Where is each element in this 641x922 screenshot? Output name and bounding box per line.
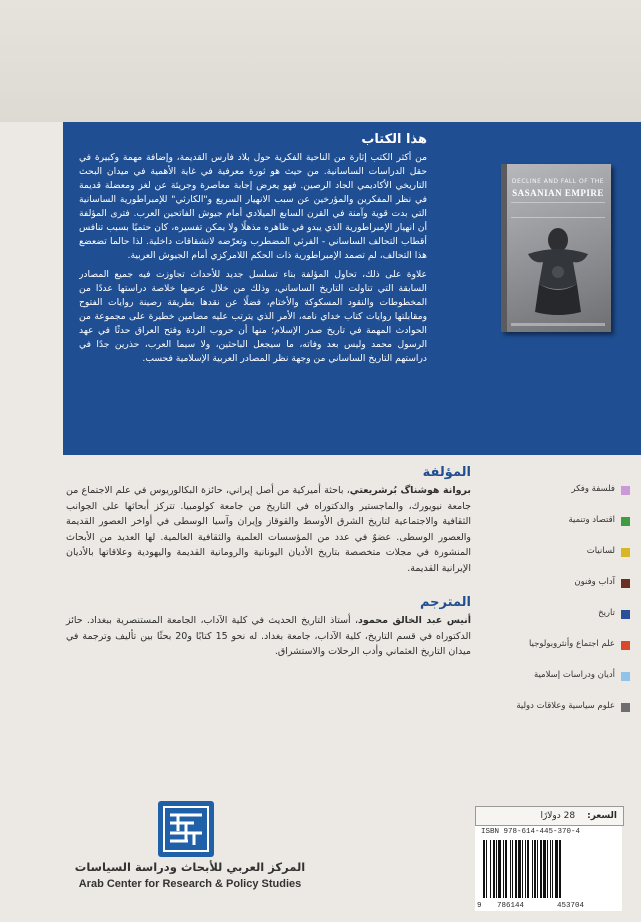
barcode-bar — [532, 840, 533, 898]
category-swatch — [621, 548, 630, 557]
translator-text: ، أستاذ التاريخ الحديث في كلية الآداب، الجامعة المستنصرية ببغداد. حائز الدكتوراه في قسم التاريخ، كلية الآداب، جامعة بغداد. له نحو 15 كتابًا و20 بحثًا بين تأليف وترجمة في ميدان التاريخ العثماني وأدب الرحلات والاستشراق. — [66, 615, 471, 657]
barcode-bar — [534, 840, 536, 898]
barcode-bar — [547, 840, 548, 898]
barcode-bar — [550, 840, 551, 898]
barcode-digits-right: 453704 — [557, 902, 585, 910]
barcode-bar — [537, 840, 538, 898]
category-label: فلسفة وفكر — [571, 484, 615, 494]
price-value: 28 دولارًا — [540, 811, 576, 821]
category-swatch — [621, 703, 630, 712]
category-swatch — [621, 672, 630, 681]
barcode-bar — [493, 840, 495, 898]
barcode-digit-prefix: 9 — [477, 902, 482, 910]
barcode-bar — [486, 840, 487, 898]
translator-title: المترجم — [419, 595, 471, 610]
category-item — [500, 577, 630, 605]
category-item — [500, 701, 630, 729]
book-cover-title-line1: DECLINE AND FALL OF THE — [511, 178, 605, 185]
category-swatch — [621, 517, 630, 526]
barcode-digits-left: 786144 — [497, 902, 525, 910]
author-title: المؤلفة — [422, 465, 471, 480]
book-cover-image — [501, 164, 611, 332]
barcode-bar — [525, 840, 526, 898]
barcode-bar — [515, 840, 517, 898]
category-item — [500, 608, 630, 636]
barcode-bar — [512, 840, 513, 898]
barcode-bar — [540, 840, 542, 898]
book-cover-title-line2: SASANIAN EMPIRE — [512, 188, 604, 198]
barcode-bar — [527, 840, 529, 898]
category-label: علوم سياسية وعلاقات دولية — [516, 701, 615, 711]
barcode-bar — [498, 840, 501, 898]
book-cover-statue-icon — [523, 224, 593, 316]
barcode-bars-icon — [481, 840, 616, 898]
translator-bio — [66, 613, 471, 660]
top-band — [0, 0, 641, 122]
about-text — [79, 132, 427, 442]
author-bio — [66, 483, 471, 576]
about-paragraph-2: علاوة على ذلك، تحاول المؤلفة بناء تسلسل جديد للأحداث تجاوزت فيه جميع المصادر السابقة التي تناولت التاريخ الساساني، وذلك من خلال عرضها خلاصة دراستها عددًا من المخطوطات والنقود المسكوكة والأختام، فضلًا عن نقدها بطريقة رصينة روايات الفتوح ومقابلتها روايات كتاب خداي نامه، الأمر الذي يترتب عليه مضامين خطيرة على مجموعة من الحوادث المهمة في تاريخ صدر الإسلام؛ منها أن حروب الردة وفتح العراق حدثًا في عهد الرسول محمد وليس بعد وفاته، ما سيجعل الباحثين، ولا سيما العرب، حذرين جدًا في دراستهم التاريخ الساساني من وجهة نظر المصادر العربية الإسلامية فحسب. — [79, 269, 427, 364]
author-section — [66, 465, 471, 583]
category-label: لسانيات — [586, 546, 615, 556]
price-box — [475, 806, 624, 826]
category-label: أديان ودراسات إسلامية — [533, 670, 615, 680]
category-label: اقتصاد وتنمية — [568, 515, 615, 525]
category-item — [500, 639, 630, 667]
category-swatch — [621, 641, 630, 650]
price-label: السعر: — [587, 811, 617, 821]
category-label: علم اجتماع وأنثروبولوجيا — [528, 639, 615, 649]
category-item — [500, 670, 630, 698]
translator-section — [66, 595, 471, 685]
publisher-logo-icon — [158, 801, 214, 857]
barcode-bar — [555, 840, 558, 898]
barcode-bar — [559, 840, 561, 898]
barcode-bar — [543, 840, 546, 898]
about-title: هذا الكتاب — [361, 132, 427, 147]
barcode-bar — [505, 840, 507, 898]
category-item — [500, 515, 630, 543]
category-item — [500, 546, 630, 574]
barcode-bar — [552, 840, 553, 898]
barcode-bar — [496, 840, 497, 898]
author-name: بروانة هوشناگ بُرشريعتي — [349, 485, 471, 496]
category-swatch — [621, 579, 630, 588]
publisher-name-arabic: المركز العربي للأبحاث ودراسة السياسات — [74, 860, 306, 874]
translator-name: أنيس عبد الخالق محمود — [358, 615, 471, 626]
isbn-text: ISBN 978-614-445-370-4 — [481, 828, 581, 836]
barcode-bar — [522, 840, 523, 898]
publisher-logo — [158, 801, 214, 857]
category-swatch — [621, 610, 630, 619]
barcode-bar — [483, 840, 485, 898]
barcode — [475, 826, 622, 911]
category-swatch — [621, 486, 630, 495]
category-label: آداب وفنون — [574, 577, 615, 587]
barcode-bar — [510, 840, 511, 898]
publisher-name-english: Arab Center for Research & Policy Studies — [78, 878, 302, 890]
barcode-bar — [503, 840, 504, 898]
barcode-bar — [490, 840, 491, 898]
category-label: تاريخ — [598, 608, 615, 618]
about-panel — [63, 122, 641, 455]
about-paragraph-1: من أكثر الكتب إثارة من الناحية الفكرية حول بلاد فارس القديمة، وإضافة مهمة وكبيرة في حقل الدراسات الساسانية. من حيث هو ثورة معرفية في غاية الأهمية في ميدان البحث التاريخي الأكاديمي الجاد الرصين. فهو يعرض إجابة معاصرة وجريئة عن لغز ومعضلة قديمة في نظر المفكرين والمؤرخين عن سبب الانهيار السريع و"الكارثي" للإمبراطورية الساسانية التي بدت قوية وآمنة في القرن السابع الميلادي أمام جيوش الفاتحين العرب. فترى المؤلفة أن انهيار الإمبراطورية الذي يبدو في ظاهره مذهلًا ولا يمكن تفسيره، كان حتميًا بسبب تنافس أقطاب التحالف الساساني - الفرثي المضطرب وتعرّضه لانشقاقات داخلية. لذا حالما تضعضع هذا التحالف، لم تصمد الإمبراطورية ذات الحكم اللامركزي أمام الجيوش العربية. — [79, 152, 427, 261]
barcode-bar — [518, 840, 521, 898]
category-item — [500, 484, 630, 512]
author-text: ، باحثة أميركية من أصل إيراني، حائزة البكالوريوس في علم الاجتماع من جامعة نيويورك، والماجستير والدكتوراه في التاريخ من جامعة كولومبيا. تتركز أبحاثها على الجوانب الثقافية والاجتماعية لتاريخ الشرق الأوسط والقوقاز وإيران وآسيا الوسطى في أواخر العصور القديمة والعصور الوسطى. عضوٌ في عدد من المؤسسات العلمية والثقافية العالمية. لها العديد من الأبحاث المنشورة في مجلات متخصصة بتاريخ الأديان اليونانية والرومانية القديمة واليهودية وعلاقاتها بالأديان الإيرانية القديمة. — [66, 485, 471, 574]
